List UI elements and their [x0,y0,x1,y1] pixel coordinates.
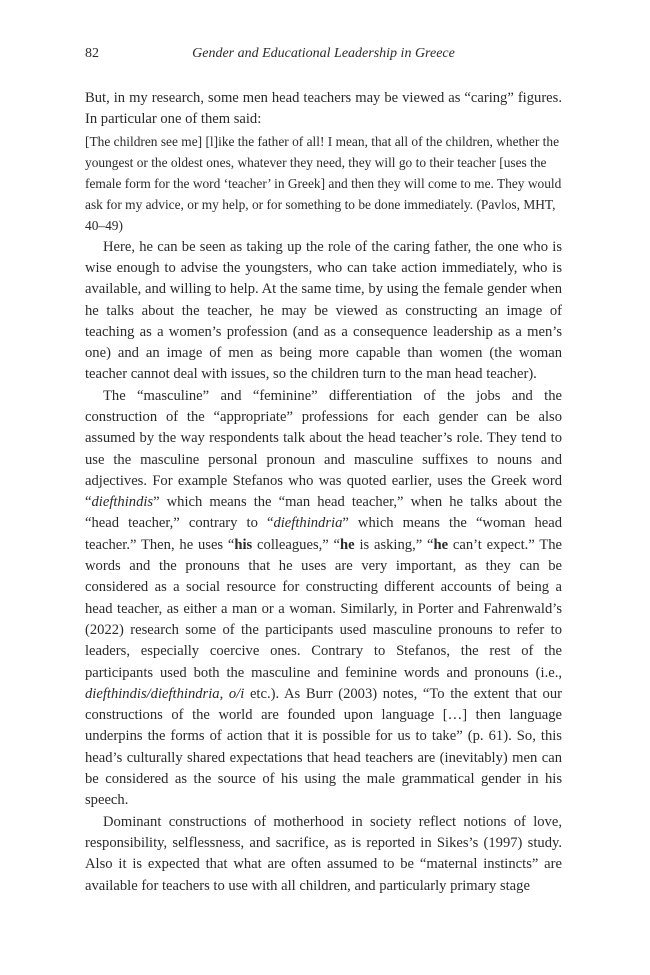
body-text [85,88,562,897]
greek-term-diefthindis: diefthindis [91,494,154,511]
text-run: etc.). As Burr (2003) notes, “To the extent that our constructions of the world are founded upon language […] then language underpins the forms of action that it is possible for us to take” (p. 61). So, this head’s culturally shared expectations that head teachers are (inevitably) men can be considered as the source of his using the male grammatical gender in his speech. [85,685,562,809]
text-run: colleagues,” “ [252,536,341,553]
greek-terms-both-genders: diefthindis/diefthindria, o/i [85,685,245,702]
paragraph-caring-father: Here, he can be seen as taking up the role of the caring father, the one who is wise enough to advise the youngsters, who can take action immediately, who is available, and willing to help. At the same time, by using the female gender when he talks about the teacher, he may be viewed as constructing an image of teaching as a women’s profession (and as a consequence leadership as a men’s one) and an image of men as being more capable than women (the woman teacher cannot deal with issues, so the children turn to the man head teacher). [85,238,562,383]
text-run: ” which means the “man head teacher,” when he talks about the “head teacher,” contrary to “ [85,494,562,532]
block-quote: [The children see me] [l]ike the father of all! I mean, that all of the children, whether the youngest or the oldest ones, whatever they need, they will go to their teacher [uses the female form for the word ‘teacher’ in Greek] and then they will come to me. They would ask for my advice, or my help, or for something to be done immediately. (Pavlos, MHT, 40–49) [85,133,562,234]
paragraph-motherhood: Dominant constructions of motherhood in society reflect notions of love, responsibility, selflessness, and sacrifice, as is reported in Sikes’s (1997) study. Also it is expected that what are often assumed to be “maternal instincts” are available for teachers to use with all children, and particularly primary stage [85,813,562,894]
paragraph-gendered-language [85,386,562,812]
emphasis-he-2: he [433,536,449,553]
text-run: The “masculine” and “feminine” differentiation of the jobs and the construction of the “appropriate” professions for each gender can be also assumed by the way respondents talk about the head teacher’s role. They tend to use the masculine personal pronoun and masculine suffixes to nouns and adjectives. For example Stefanos who was quoted earlier, uses the Greek word “ [85,387,562,511]
text-run: is asking,” “ [354,536,434,553]
page-header [85,44,562,64]
greek-term-diefthindria: diefthindria [273,515,343,532]
emphasis-his: his [234,536,253,553]
page-number: 82 [85,46,99,61]
text-run: can’t expect.” The words and the pronouns that he uses are very important, as they can be considered as a social resource for constructing different accounts of being a head teacher, as either a man or a woman. Similarly, in Porter and Fahrenwald’s (2022) research some of the participants used masculine pronouns to refer to leaders, especially coercive ones. Contrary to Stefanos, the rest of the participants used both the masculine and feminine words and pronouns (i.e., [85,536,563,681]
emphasis-he: he [340,536,355,553]
text-run: ” which means the “woman head teacher.” Then, he uses “ [85,515,563,553]
paragraph-intro: But, in my research, some men head teachers may be viewed as “caring” figures. In particular one of them said: [85,90,562,128]
running-head: Gender and Educational Leadership in Greece [192,46,455,61]
